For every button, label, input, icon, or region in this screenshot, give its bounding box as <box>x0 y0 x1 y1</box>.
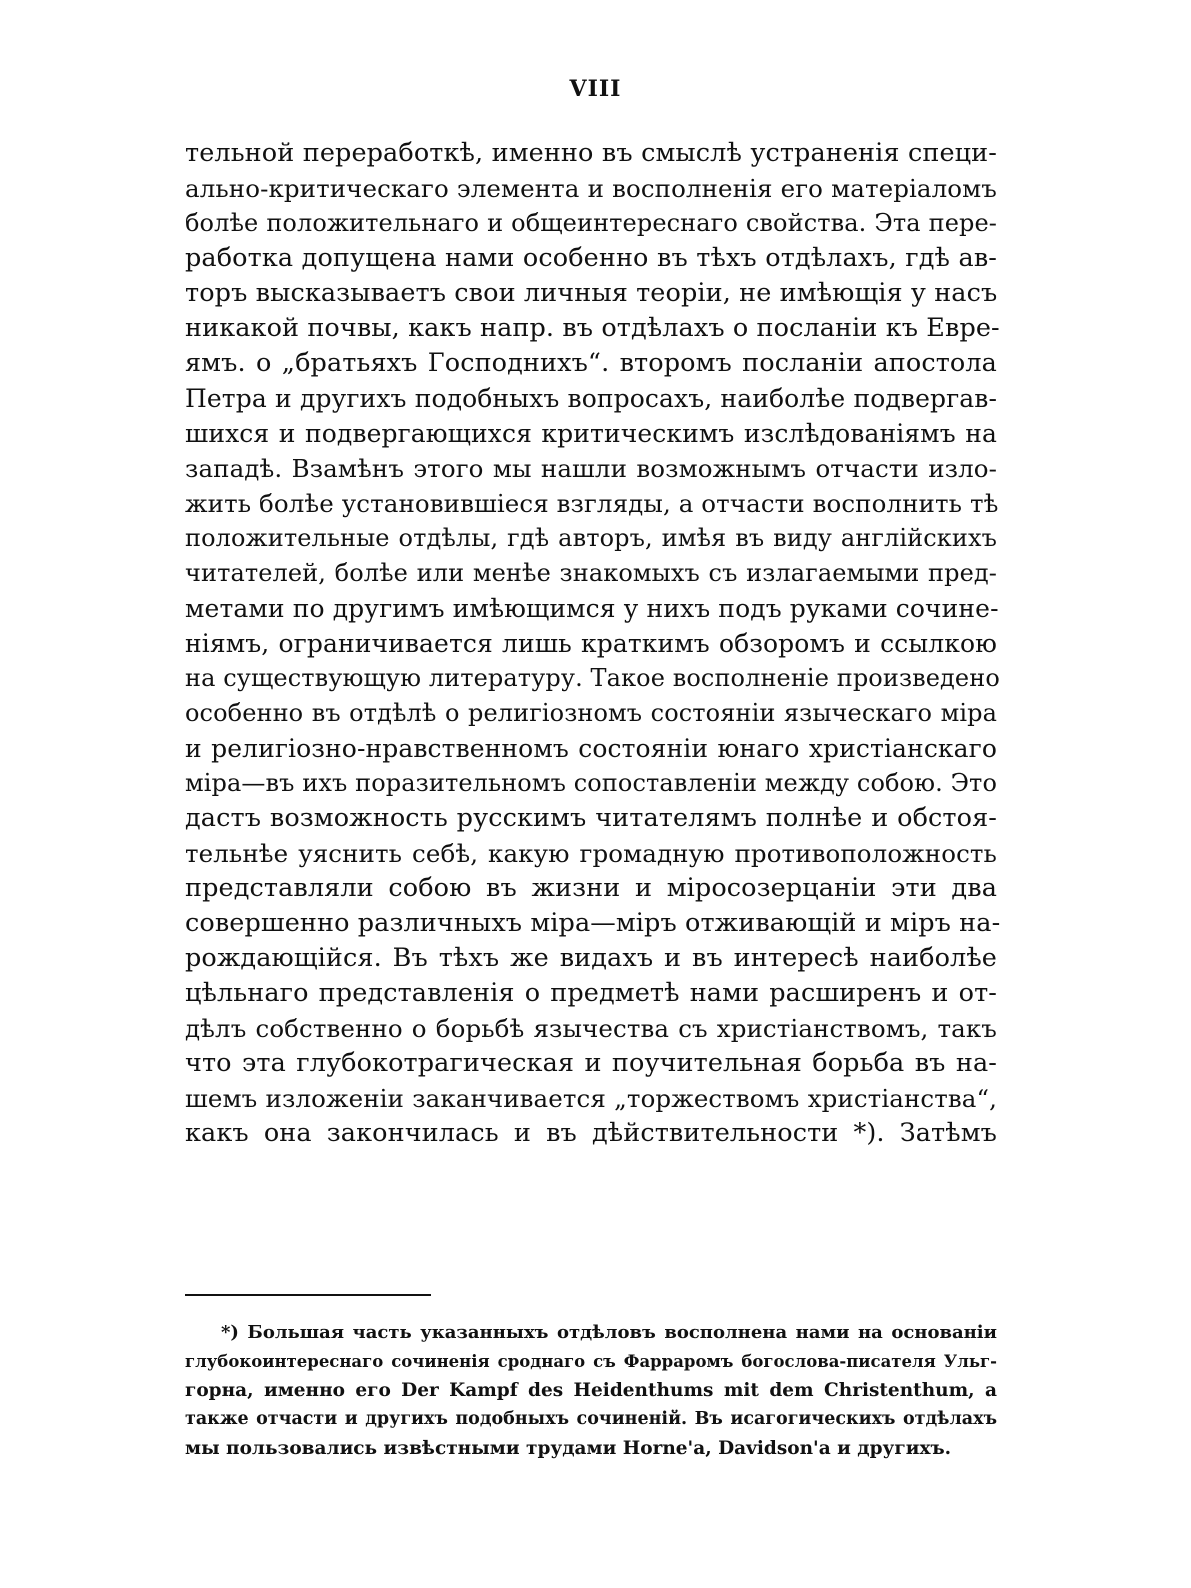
text-line: цѣльнаго представленія о предметѣ нами расширенъ и от- <box>185 978 997 1008</box>
text-line: западѣ. Взамѣнъ этого мы нашли возможнымъ отчасти изло- <box>185 454 997 483</box>
text-line: Петра и другихъ подобныхъ вопросахъ, наиболѣе подвергав- <box>185 384 997 413</box>
text-line: ніямъ, ограничивается лишь краткимъ обзоромъ и ссылкою <box>185 629 997 658</box>
footnote-line: также отчасти и другихъ подобныхъ сочиненій. Въ исагогическихъ отдѣлахъ <box>185 1409 997 1429</box>
text-line: совершенно различныхъ міра—міръ отживающій и міръ на- <box>185 908 1001 938</box>
text-line: шемъ изложеніи заканчивается „торжествомъ христіанства“, <box>185 1084 997 1113</box>
text-line: и религіозно-нравственномъ состояніи юнаго христіанскаго <box>185 734 997 763</box>
footnote-line: горна, именно его Der Kampf des Heidenthums mit dem Christenthum, а <box>185 1380 997 1401</box>
text-line: представляли собою въ жизни и міросозерцаніи эти два <box>185 873 997 903</box>
text-line: тельнѣе уяснить себѣ, какую громадную противоположность <box>185 839 997 868</box>
page-number: VIII <box>569 76 622 102</box>
text-line: читателей, болѣе или менѣе знакомыхъ съ излагаемыми пред- <box>185 559 997 587</box>
text-line: положительные отдѣлы, гдѣ авторъ, имѣя въ виду англійскихъ <box>185 524 997 552</box>
text-line: что эта глубокотрагическая и поучительная борьба въ на- <box>185 1048 997 1078</box>
text-line: ямъ. о „братьяхъ Господнихъ“. второмъ посланіи апостола <box>185 348 997 378</box>
text-line: рождающійся. Въ тѣхъ же видахъ и въ интересѣ наиболѣе <box>185 943 997 973</box>
footnote-line: *) Большая часть указанныхъ отдѣловъ восполнена нами на основаніи <box>221 1322 997 1343</box>
main-text <box>185 136 1001 1151</box>
footnote <box>185 1318 997 1463</box>
text-line: никакой почвы, какъ напр. въ отдѣлахъ о посланіи къ Евре- <box>185 313 1000 343</box>
text-line: дѣлъ собственно о борьбѣ язычества съ христіанствомъ, такъ <box>185 1014 997 1043</box>
footnote-line: глубокоинтереснаго сочиненія сроднаго съ Фарраромъ богослова-писателя Ульг- <box>185 1352 997 1371</box>
text-line: шихся и подвергающихся критическимъ изслѣдованіямъ на <box>185 419 997 448</box>
text-line: особенно въ отдѣлѣ о религіозномъ состояніи языческаго міра <box>185 699 997 727</box>
text-line: міра—въ ихъ поразительномъ сопоставленіи между собою. Это <box>185 769 997 797</box>
footnote-line: мы пользовались извѣстными трудами Horne'a, Davidson'a и другихъ. <box>185 1438 952 1459</box>
footnote-divider <box>185 1294 431 1296</box>
text-line: дастъ возможность русскимъ читателямъ полнѣе и обстоя- <box>185 803 997 833</box>
text-line: ально-критическаго элемента и восполненія его матеріаломъ <box>185 174 997 203</box>
text-line: метами по другимъ имѣющимся у нихъ подъ руками сочине- <box>185 594 999 623</box>
text-line: торъ высказываетъ свои личныя теоріи, не имѣющія у насъ <box>185 278 998 308</box>
text-line: тельной переработкѣ, именно въ смыслѣ устраненія специ- <box>185 138 997 168</box>
text-line: работка допущена нами особенно въ тѣхъ отдѣлахъ, гдѣ ав- <box>185 243 997 273</box>
text-line: на существующую литературу. Такое восполненіе произведено <box>185 664 1000 692</box>
text-line: какъ она закончилась и въ дѣйствительности *). Затѣмъ <box>185 1118 997 1148</box>
text-line: жить болѣе установившіеся взгляды, а отчасти восполнить тѣ <box>185 489 999 518</box>
text-line: болѣе положительнаго и общеинтереснаго свойства. Эта пере- <box>185 209 997 237</box>
